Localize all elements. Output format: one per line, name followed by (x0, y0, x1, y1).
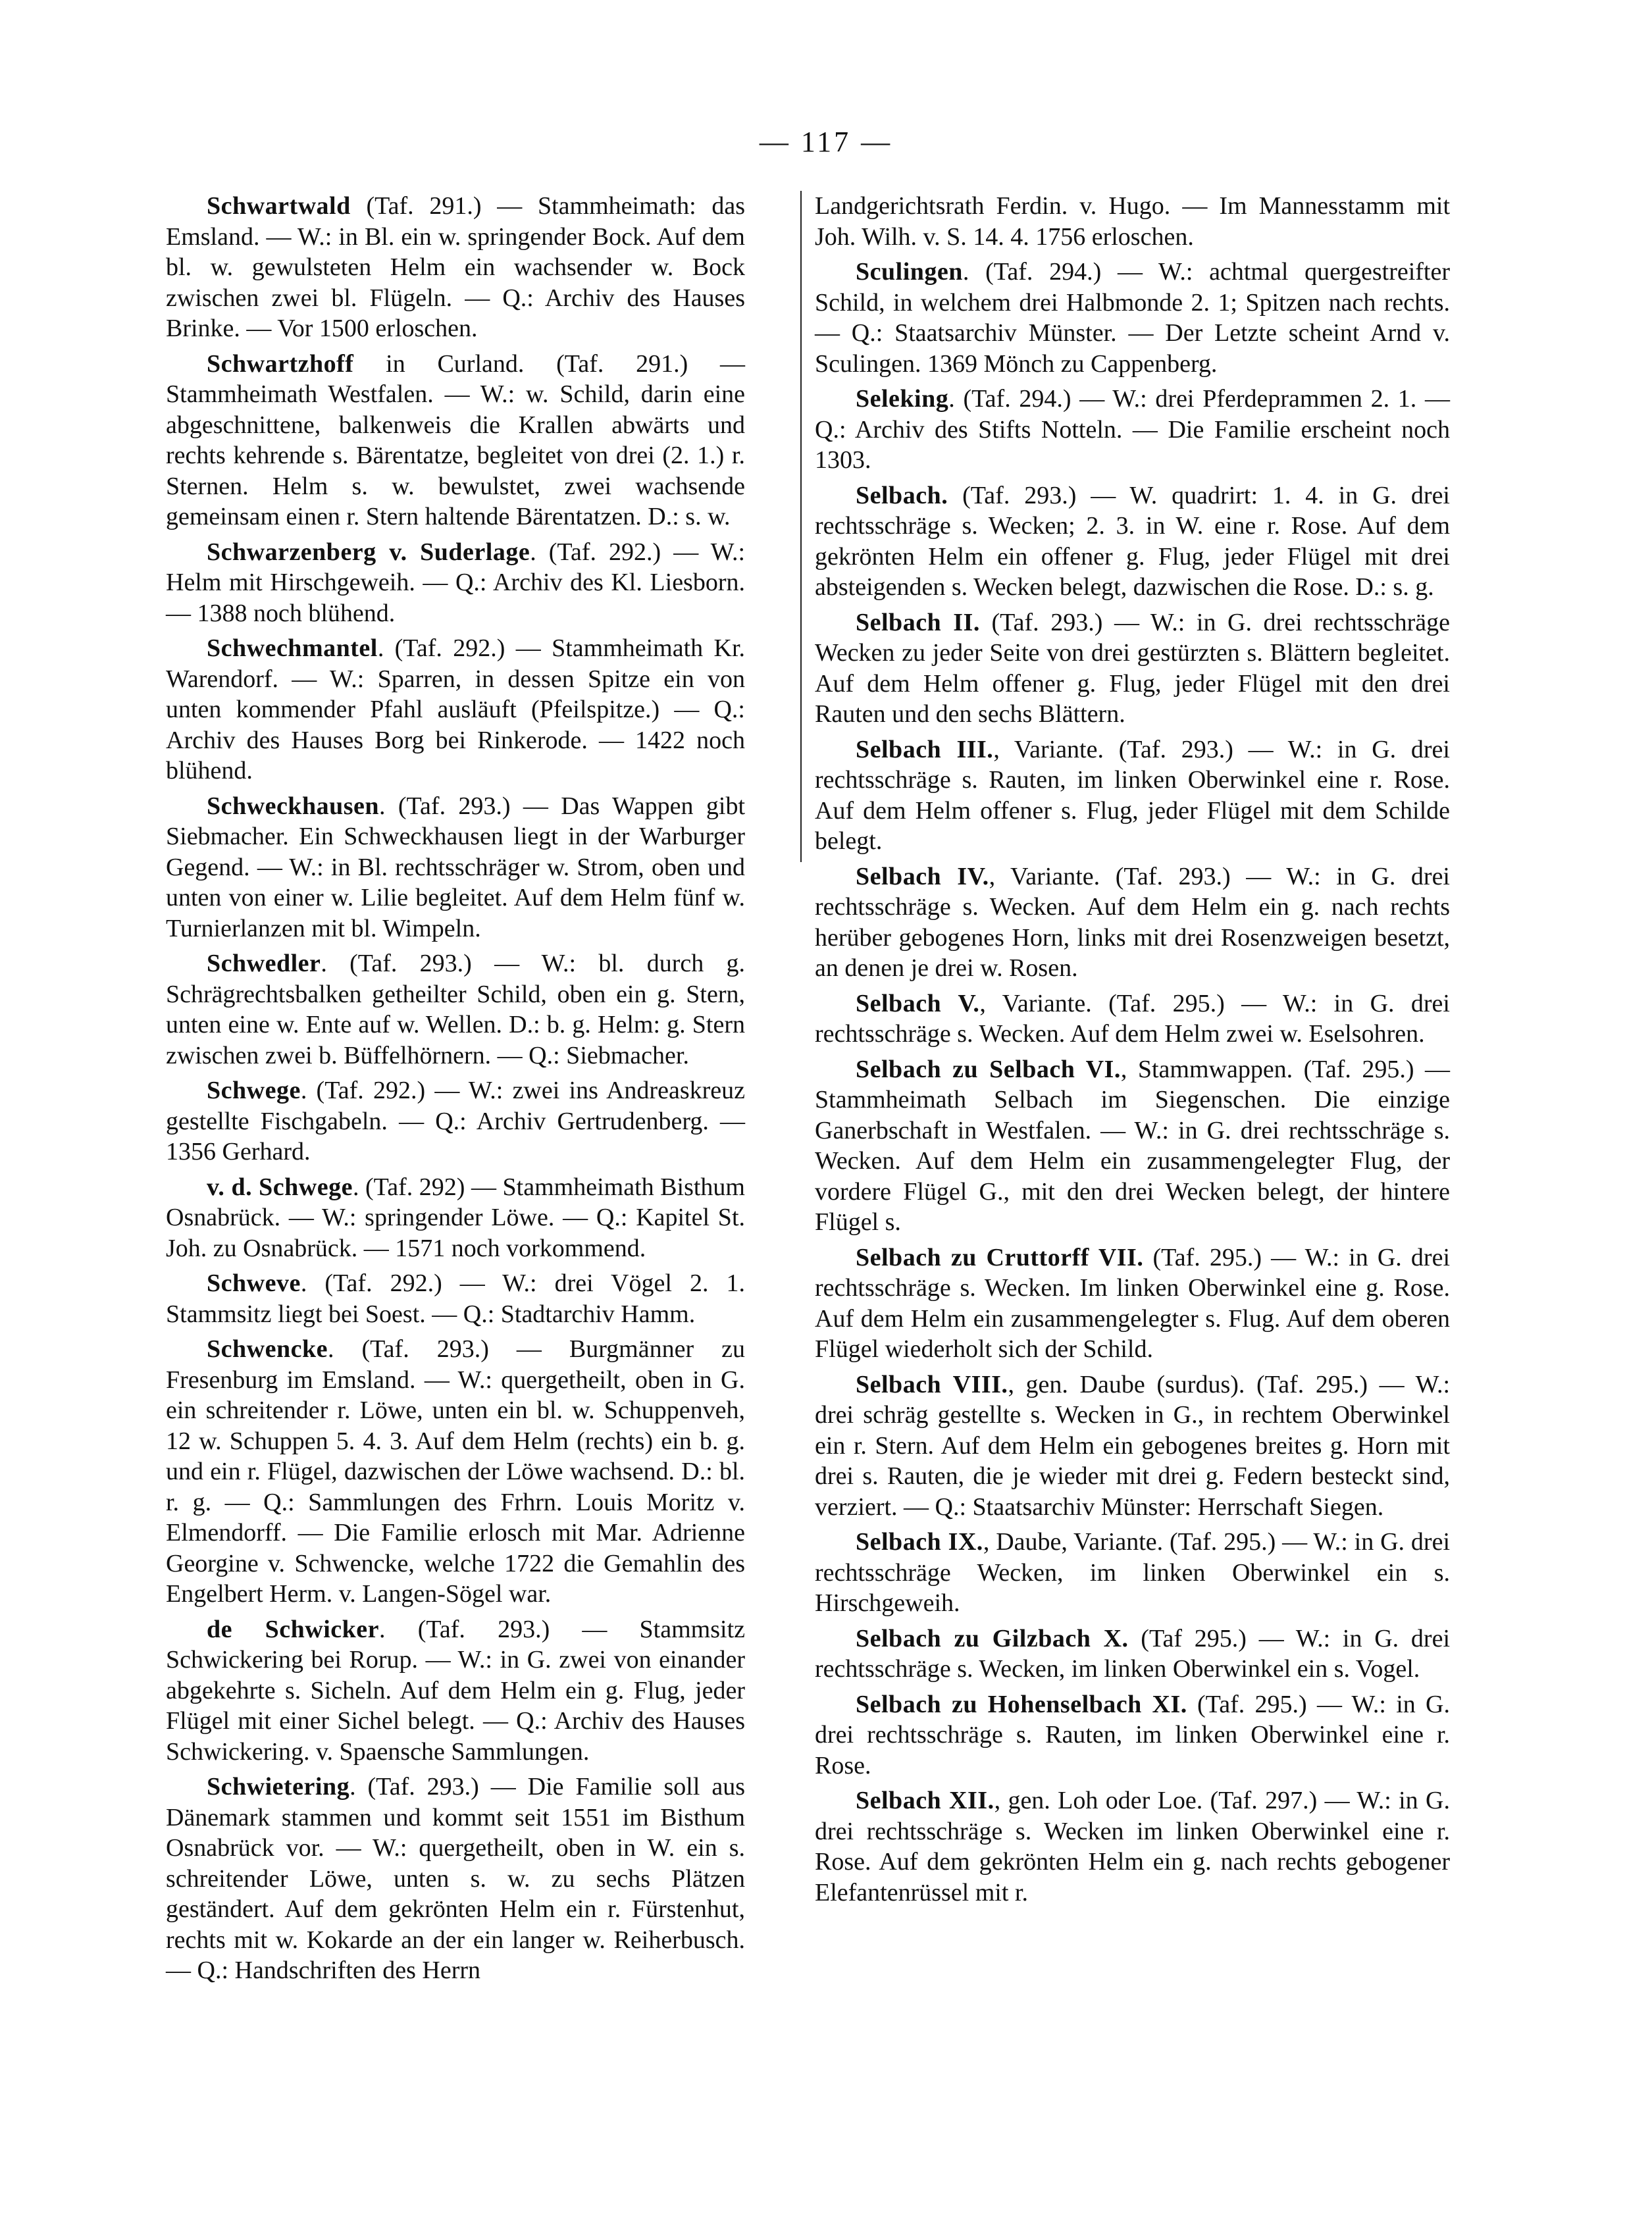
entry-text: (Taf. 293.) — W. quadrirt: 1. 4. in G. drei rechtsschräge s. Wecken; 2. 3. in W. eine r. Rose. Auf dem gekrönten Helm ein offener g. Flug, jeder Flügel mit drei absteigenden s. Wecken belegt, dazwischen die Rose. D.: s. g. (815, 481, 1450, 601)
lexicon-entry (815, 1689, 1450, 1781)
entry-name: Schwartwald (207, 192, 351, 220)
entry-name: Selbach zu Selbach VI. (856, 1055, 1121, 1083)
entry-name: Selbach zu Cruttorff VII. (856, 1243, 1144, 1271)
lexicon-entry (166, 349, 745, 532)
entry-name: Selbach zu Hohenselbach XI. (856, 1690, 1187, 1718)
entry-name: Schwege (207, 1077, 301, 1104)
entry-text: , gen. Loh oder Loe. (Taf. 297.) — W.: in G. drei rechtsschräge s. Wecken im linken Oberwinkel eine r. Rose. Auf dem gekrönten Helm ein g. nach rechts gebogener Elefantenrüssel mit r. (815, 1787, 1450, 1906)
entry-name: Schwarzenberg v. Suderlage (207, 538, 530, 566)
lexicon-entry (815, 988, 1450, 1050)
entry-text: (Taf 295.) — W.: in G. drei rechtsschräge s. Wecken, im linken Oberwinkel ein s. Vogel. (815, 1624, 1451, 1683)
entry-name: Schwietering (207, 1773, 350, 1801)
lexicon-entry (815, 607, 1450, 730)
entry-text: , Variante. (Taf. 293.) — W.: in G. drei rechtsschräge s. Wecken. Auf dem Helm ein g. nach rechts herüber gebogenes Horn, links mit drei Rosenzweigen besetzt, an denen je drei w. Rosen. (815, 862, 1450, 982)
entry-name: Selbach V. (856, 989, 980, 1017)
lexicon-entry (815, 1527, 1450, 1619)
lexicon-entry (166, 537, 745, 629)
entry-name: Sculingen (856, 258, 963, 286)
entry-name: Selbach. (856, 481, 948, 509)
lexicon-entry (815, 257, 1450, 379)
entry-name: Selbach III. (856, 735, 994, 763)
entry-name: Schweckhausen (207, 792, 379, 820)
entry-name: Schwencke (207, 1335, 328, 1363)
entry-text: . (Taf. 292.) — W.: Helm mit Hirschgeweih. — Q.: Archiv des Kl. Liesborn. — 1388 noch blühend. (166, 538, 746, 627)
lexicon-entry (815, 1624, 1450, 1685)
entry-text: . (Taf. 293.) — W.: bl. durch g. Schrägrechtsbalken getheilter Schild, oben ein g. Stern, unten eine w. Ente auf w. Wellen. D.: b. g. Helm: g. Stern zwischen zwei b. Büffelhörnern. — Q.: Siebmacher. (166, 950, 745, 1069)
lexicon-entry (166, 1075, 745, 1167)
entry-text: in Curland. (Taf. 291.) — Stammheimath Westfalen. — W.: w. Schild, darin eine abgeschnittene, balkenweis die Krallen abwärts und rechts kehrende s. Bärentatze, begleitet von drei (2. 1.) r. Sternen. Helm s. w. bewulstet, zwei wachsende gemeinsam einen r. Stern haltende Bärentatzen. D.: s. w. (166, 349, 745, 530)
entry-name: Schwechmantel (207, 634, 378, 662)
entry-text: , gen. Daube (surdus). (Taf. 295.) — W.: drei schräg gestellte s. Wecken in G., in rechtem Oberwinkel ein r. Stern. Auf dem Helm ein gebogenes breites g. Horn mit drei s. Rauten, die je wieder mit drei g. Federn besteckt sind, verziert. — Q.: Staatsarchiv Münster: Herrschaft Siegen. (815, 1370, 1451, 1521)
entry-text: . (Taf. 292) — Stammheimath Bisthum Osnabrück. — W.: springender Löwe. — Q.: Kapitel St. Joh. zu Osnabrück. — 1571 noch vorkommend. (166, 1173, 745, 1262)
entry-name: Schwedler (207, 950, 321, 977)
lexicon-entry (815, 1054, 1450, 1238)
entry-text: (Taf. 291.) — Stammheimath: das Emsland. — W.: in Bl. ein w. springender Bock. Auf dem bl. w. gewulsteten Helm ein wachsender w. Bock zwischen zwei bl. Flügeln. — Q.: Archiv des Hauses Brinke. — Vor 1500 erloschen. (166, 192, 745, 342)
entry-name: Selbach zu Gilzbach X. (856, 1624, 1129, 1652)
right-column (815, 191, 1450, 1912)
entry-name: Seleking (856, 385, 949, 413)
lexicon-entry (166, 1268, 745, 1329)
entry-name: de Schwicker (207, 1615, 380, 1643)
entry-text: , Daube, Variante. (Taf. 295.) — W.: in G. drei rechtsschräge Wecken, im linken Oberwinkel ein s. Hirschgeweih. (815, 1528, 1451, 1617)
entry-text: , Variante. (Taf. 293.) — W.: in G. drei rechtsschräge s. Rauten, im linken Oberwinkel eine r. Rose. Auf dem Helm offener s. Flug, jeder Flügel mit dem Schilde belegt. (815, 735, 1450, 855)
page-number: — 117 — (759, 126, 893, 158)
lexicon-entry (166, 633, 745, 786)
lexicon-entry (815, 1785, 1450, 1908)
lexicon-entry (815, 480, 1450, 603)
entry-text: , Stammwappen. (Taf. 295.) — Stammheimath Selbach im Siegenschen. Die einzige Ganerbschaft in Westfalen. — W.: in G. drei rechtsschräge s. Wecken. Auf dem Helm ein zusammengelegter Flug, der vordere Flügel G., mit den drei Wecken belegt, der hintere Flügel s. (815, 1055, 1450, 1236)
left-column (166, 191, 745, 1991)
entry-text: . (Taf. 294.) — W.: drei Pferdeprammen 2. 1. — Q.: Archiv des Stifts Notteln. — Die Familie erscheint noch 1303. (815, 385, 1450, 474)
entry-text: . (Taf. 293.) — Stammsitz Schwickering bei Rorup. — W.: in G. zwei von einander abgekehrte s. Sicheln. Auf dem Helm ein g. Flug, jeder Flügel mit einer Sichel belegt. — Q.: Archiv des Hauses Schwickering. v. Spaensche Sammlungen. (166, 1615, 745, 1766)
entry-text: . (Taf. 293.) — Burgmänner zu Fresenburg im Emsland. — W.: quergetheilt, oben in G. ein schreitender r. Löwe, unten ein bl. w. Schuppenveh, 12 w. Schuppen 5. 4. 3. Auf dem Helm (rechts) ein b. g. und ein r. Flügel, dazwischen der Löwe wachsend. D.: bl. r. g. — Q.: Sammlungen des Frhrn. Louis Moritz v. Elmendorff. — Die Familie erlosch mit Mar. Adrienne Georgine v. Schwencke, welche 1722 die Gemahlin des Engelbert Herm. v. Langen-Sögel war. (166, 1335, 745, 1608)
lexicon-entry (166, 948, 745, 1071)
lexicon-entry (815, 1242, 1450, 1365)
lexicon-entry (166, 791, 745, 944)
entry-name: Selbach XII. (856, 1787, 994, 1814)
entry-name: Selbach IV. (856, 862, 989, 890)
lexicon-entry (815, 1369, 1450, 1523)
lexicon-entry (166, 1172, 745, 1264)
entry-name: Selbach IX. (856, 1528, 983, 1556)
entry-text: . (Taf. 293.) — Die Familie soll aus Dänemark stammen und kommt seit 1551 im Bisthum Osnabrück vor. — W.: quergetheilt, oben in W. ein s. schreitender Löwe, unten s. w. zu sechs Plätzen geständert. Auf dem gekrönten Helm ein r. Fürstenhut, rechts mit w. Kokarde an der ein langer w. Reiherbusch. — Q.: Handschriften des Herrn (166, 1773, 745, 1984)
entry-name: Selbach II. (856, 608, 980, 636)
lexicon-entry (166, 1334, 745, 1610)
lexicon-entry (166, 1772, 745, 1986)
entry-text: (Taf. 295.) — W.: in G. drei rechtsschräge s. Wecken. Im linken Oberwinkel eine g. Rose. Auf dem Helm ein zusammengelegter s. Flug. Auf dem oberen Flügel wiederholt sich der Schild. (815, 1243, 1451, 1363)
entry-name: v. d. Schwege (207, 1173, 353, 1201)
entry-name: Schweve (207, 1269, 301, 1297)
entry-name: Selbach VIII. (856, 1370, 1008, 1398)
lexicon-entry (815, 384, 1450, 476)
lexicon-entry (166, 1614, 745, 1768)
entry-text: . (Taf. 292.) — W.: zwei ins Andreaskreuz gestellte Fischgabeln. — Q.: Archiv Gertrudenberg. — 1356 Gerhard. (166, 1077, 745, 1165)
lexicon-entry (815, 734, 1450, 857)
entry-text: . (Taf. 292.) — W.: drei Vögel 2. 1. Stammsitz liegt bei Soest. — Q.: Stadtarchiv Hamm. (166, 1269, 745, 1328)
entry-text: , Variante. (Taf. 295.) — W.: in G. drei rechtsschräge s. Wecken. Auf dem Helm zwei w. Eselsohren. (815, 989, 1450, 1048)
entry-text: . (Taf. 294.) — W.: achtmal quergestreifter Schild, in welchem drei Halbmonde 2. 1; Spitzen nach rechts. — Q.: Staatsarchiv Münster. — Der Letzte scheint Arnd v. Sculingen. 1369 Mönch zu Cappenberg. (815, 258, 1450, 378)
entry-text: . (Taf. 293.) — Das Wappen gibt Siebmacher. Ein Schweckhausen liegt in der Warburger Gegend. — W.: in Bl. rechtsschräger w. Strom, oben und unten von einer w. Lilie begleitet. Auf dem Helm fünf w. Turnierlanzen mit bl. Wimpeln. (166, 792, 745, 942)
column-divider (800, 191, 802, 862)
entry-continuation: Landgerichtsrath Ferdin. v. Hugo. — Im Mannesstamm mit Joh. Wilh. v. S. 14. 4. 1756 erloschen. (815, 192, 1450, 251)
entry-text: . (Taf. 292.) — Stammheimath Kr. Warendorf. — W.: Sparren, in dessen Spitze ein von unten kommender Pfahl ausläuft (Pfeilspitze.) — Q.: Archiv des Hauses Borg bei Rinkerode. — 1422 noch blühend. (166, 634, 745, 784)
lexicon-entry (815, 861, 1450, 984)
entry-name: Schwartzhoff (207, 349, 354, 378)
entry-text: (Taf. 295.) — W.: in G. drei rechtsschräge s. Rauten, im linken Oberwinkel eine r. Rose. (815, 1690, 1450, 1779)
entry-text: (Taf. 293.) — W.: in G. drei rechtsschräge Wecken zu jeder Seite von drei gestürzten s. Blättern begleitet. Auf dem Helm offener g. Flug, jeder Flügel mit den drei Rauten und den sechs Blättern. (815, 608, 1450, 728)
lexicon-entry (166, 191, 745, 344)
